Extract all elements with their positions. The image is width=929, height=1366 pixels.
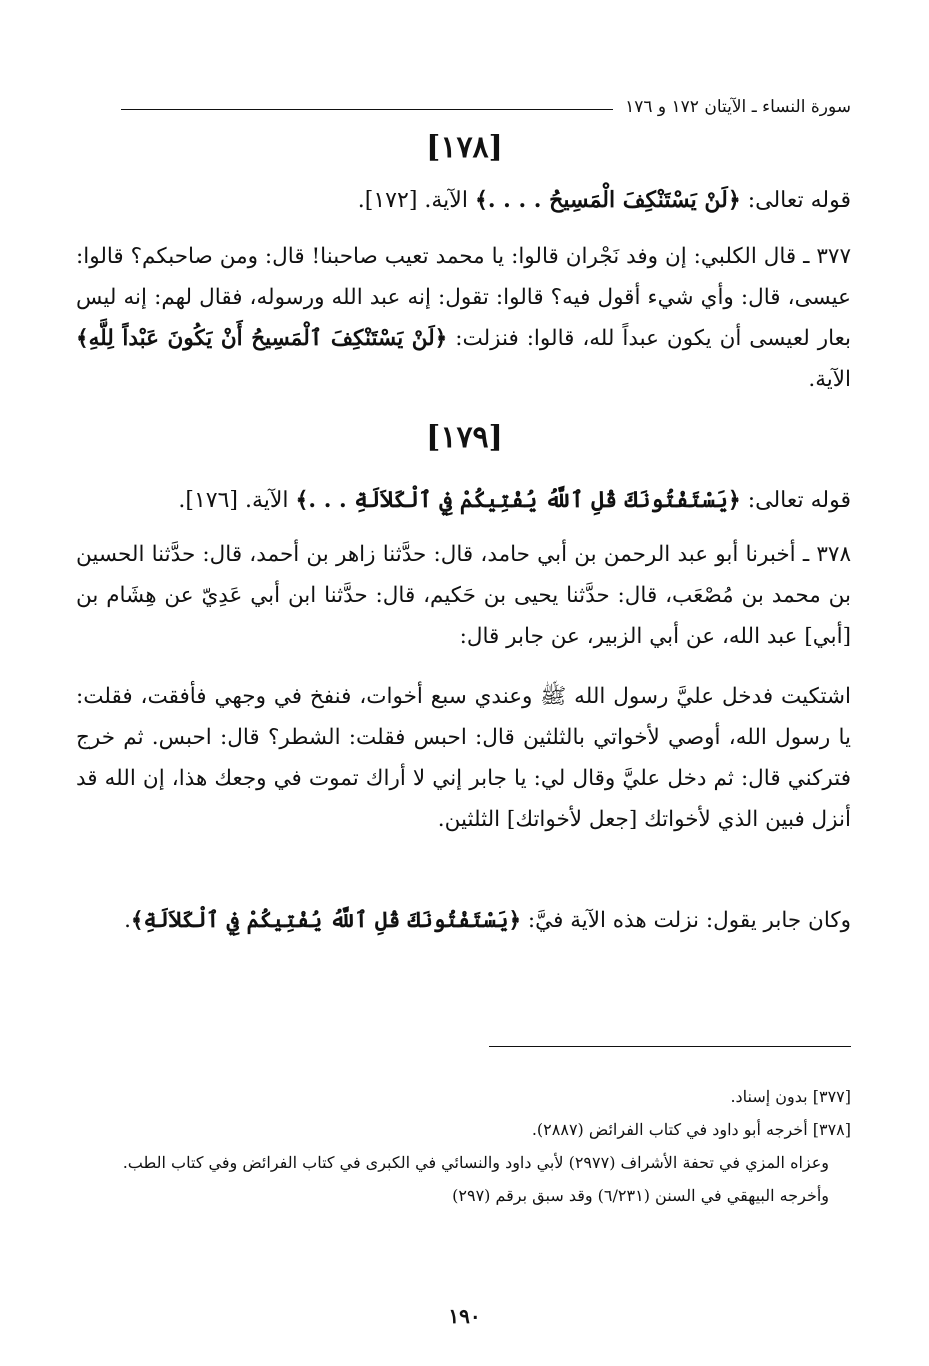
quran-quote: ﴿يَسْتَفْتُونَكَ قُلِ ٱللَّهُ يُفْتِيكُمْ فِي ٱلْكَلاَلَةِ﴾ (130, 908, 522, 933)
closing-text: وكان جابر يقول: نزلت هذه الآية فيَّ: (521, 908, 851, 933)
page-number: ١٩٠ (448, 1304, 481, 1328)
running-title: سورة النساء ـ الآيتان ١٧٢ و ١٧٦ (625, 97, 851, 117)
quran-verse: ﴿يَسْتَفْتُونَكَ قُلِ ٱللَّهُ يُفْتِيكُمْ فِي ٱلْكَلاَلَةِ . . .﴾ (295, 487, 741, 513)
section-number-179: [١٧٩] (426, 420, 503, 455)
closing-end: . (124, 908, 131, 933)
footnote-rule (489, 1046, 851, 1047)
footnote-378-bayhaqi: وأخرجه البيهقي في السنن (٦/٢٣١) وقد سبق برقم (٢٩٧) (452, 1186, 829, 1205)
narration-377 (76, 236, 851, 400)
verse-heading-179 (76, 480, 851, 521)
verse-intro: قوله تعالى: (740, 188, 851, 213)
narration-378-closing (76, 900, 851, 941)
narration-378-isnad: ٣٧٨ ـ أخبرنا أبو عبد الرحمن بن أبي حامد، قال: حدَّثنا زاهر بن أحمد، قال: حدَّثنا الحسين بن محمد بن مُصْعَب، قال: حدَّثنا يحيى بن حَكيم، قال: حدَّثنا ابن أبي عَدِيّ عن هِشَام بن [أبي] عبد الله، عن أبي الزبير، عن جابر قال: (76, 542, 851, 649)
quran-verse: ﴿لَنْ يَسْتَنْكِفَ الْمَسِيحُ . . . .﴾ (474, 187, 741, 213)
verse-reference: الآية. [١٧٦]. (178, 488, 296, 513)
narration-text-end: الآية. (808, 367, 851, 392)
verse-intro: قوله تعالى: (740, 488, 851, 513)
section-number-178: [١٧٨] (426, 130, 503, 165)
narration-text: ٣٧٧ ـ قال الكلبي: إن وفد نَجْران قالوا: يا محمد تعيب صاحبنا! قال: ومن صاحبكم؟ قالوا: عيسى، قال: وأي شيء أقول فيه؟ قالوا: تقول: إنه عبد الله ورسوله، فقال لهم: إنه ليس بعار لعيسى أن يكون عبداً لله، قالوا: فنزلت: (76, 244, 852, 351)
footnotes (76, 1080, 851, 1212)
footnote-378-mizzi: وعزاه المزي في تحفة الأشراف (٢٩٧٧) لأبي داود والنسائي في الكبرى في كتاب الفرائض وفي كتاب الطب. (122, 1153, 829, 1172)
header-rule (121, 109, 613, 110)
footnote-378: [٣٧٨] أخرجه أبو داود في كتاب الفرائض (٢٨٨٧). (531, 1120, 851, 1139)
quran-quote: ﴿لَنْ يَسْتَنْكِفَ ٱلْمَسِيحُ أَنْ يَكُونَ عَبْداً لِلَّهِ﴾ (76, 326, 448, 351)
verse-reference: الآية. [١٧٢]. (357, 188, 475, 213)
narration-378-matn: اشتكيت فدخل عليَّ رسول الله ﷺ وعندي سبع أخوات، فنفخ في وجهي فأفقت، فقلت: يا رسول الله، أوصي لأخواتي بالثلثين قال: احبس فقلت: الشطر؟ قال: احبس. ثم خرج فتركني قال: ثم دخل عليَّ وقال لي: يا جابر إني لا أراك تموت في وجعك هذا، إن الله قد أنزل فبين الذي لأخواتك [جعل لأخواتك] الثلثين. (76, 684, 851, 832)
running-header (121, 92, 851, 122)
footnote-377: [٣٧٧] بدون إسناد. (730, 1087, 851, 1106)
verse-heading-178 (76, 180, 851, 221)
